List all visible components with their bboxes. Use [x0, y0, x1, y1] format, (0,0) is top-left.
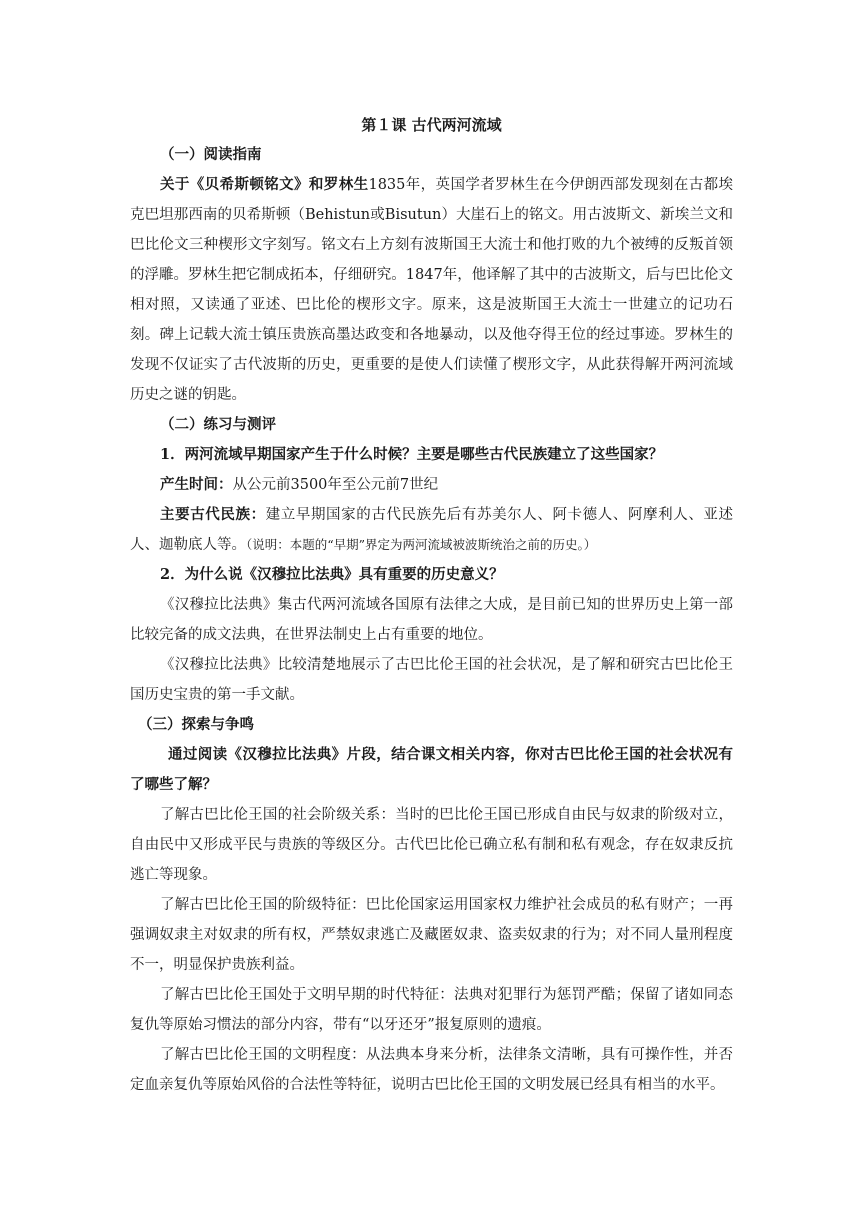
section3-paragraph-4: 了解古巴比伦王国的文明程度：从法典本身来分析，法律条文清晰，具有可操作性，并否定血亲复仇等原始风俗的合法性等特征，说明古巴比伦王国的文明发展已经具有相当的水平。	[130, 1047, 733, 1093]
answer-1-time-label: 产生时间：	[160, 476, 233, 493]
document-body	[130, 110, 733, 1100]
answer-2-paragraph-1: 《汉穆拉比法典》集古代两河流域各国原有法律之大成，是目前已知的世界历史上第一部比较完备的成文法典，在世界法制史上占有重要的地位。	[130, 597, 733, 643]
question-1: 1．两河流域早期国家产生于什么时候？主要是哪些古代民族建立了这些国家？	[160, 446, 664, 463]
section3-question: 通过阅读《汉穆拉比法典》片段，结合课文相关内容，你对古巴比伦王国的社会状况有了哪些了解？	[130, 746, 733, 793]
section3-paragraph-1: 了解古巴比伦王国的社会阶级关系：当时的巴比伦王国已形成自由民与奴隶的阶级对立，自由民中又形成平民与贵族的等级区分。古代巴比伦已确立私有制和私有观念，存在奴隶反抗逃亡等现象。	[130, 807, 733, 883]
section3-paragraph-3: 了解古巴比伦王国处于文明早期的时代特征：法典对犯罪行为惩罚严酷；保留了诸如同态复仇等原始习惯法的部分内容，带有“以牙还牙”报复原则的遗痕。	[130, 987, 733, 1033]
page-title: 第１课 古代两河流域	[361, 116, 502, 134]
answer-1-people-label: 主要古代民族：	[160, 506, 266, 523]
answer-1-time	[130, 470, 733, 500]
section2-heading: （二）练习与测评	[160, 416, 276, 433]
answer-1-time-text: 从公元前3500年至公元前7世纪	[232, 477, 439, 493]
question-2: 2．为什么说《汉穆拉比法典》具有重要的历史意义？	[160, 566, 504, 583]
section1-heading: （一）阅读指南	[160, 146, 262, 163]
answer-1-people-text: 建立早期国家的古代民族先后有苏美尔人、阿卡德人、阿摩利人、亚述人、迦勒底人等。	[130, 507, 734, 553]
section3-heading: （三）探索与争鸣	[138, 716, 254, 733]
answer-1-people	[130, 500, 733, 560]
answer-1-note: （说明：本题的“早期”界定为两河流域被波斯统治之前的历史。）	[246, 537, 597, 552]
section1-paragraph	[130, 170, 733, 410]
section1-body: 1835年，英国学者罗林生在今伊朗西部发现刻在古都埃克巴坦那西南的贝希斯顿（Behistun或Bisutun）大崖石上的铭文。用古波斯文、新埃兰文和巴比伦文三种楔形文字刻写。铭文右上方刻有波斯国王大流士和他打败的九个被缚的反叛首领的浮雕。罗林生把它制成拓本，仔细研究。1847年，他译解了其中的古波斯文，后与巴比伦文相对照，又读通了亚述、巴比伦的楔形文字。原来，这是波斯国王大流士一世建立的记功石刻。碑上记载大流士镇压贵族高墨达政变和各地暴动，以及他夺得王位的经过事迹。罗林生的发现不仅证实了古代波斯的历史，更重要的是使人们读懂了楔形文字，从此获得解开两河流域历史之谜的钥匙。	[130, 177, 733, 403]
section3-paragraph-2: 了解古巴比伦王国的阶级特征：巴比伦国家运用国家权力维护社会成员的私有财产；一再强调奴隶主对奴隶的所有权，严禁奴隶逃亡及藏匿奴隶、盗卖奴隶的行为；对不同人量刑程度不一，明显保护贵族利益。	[130, 897, 733, 973]
section1-lead: 关于《贝希斯顿铭文》和罗林生	[160, 176, 369, 193]
answer-2-paragraph-2: 《汉穆拉比法典》比较清楚地展示了古巴比伦王国的社会状况，是了解和研究古巴比伦王国历史宝贵的第一手文献。	[130, 657, 733, 703]
